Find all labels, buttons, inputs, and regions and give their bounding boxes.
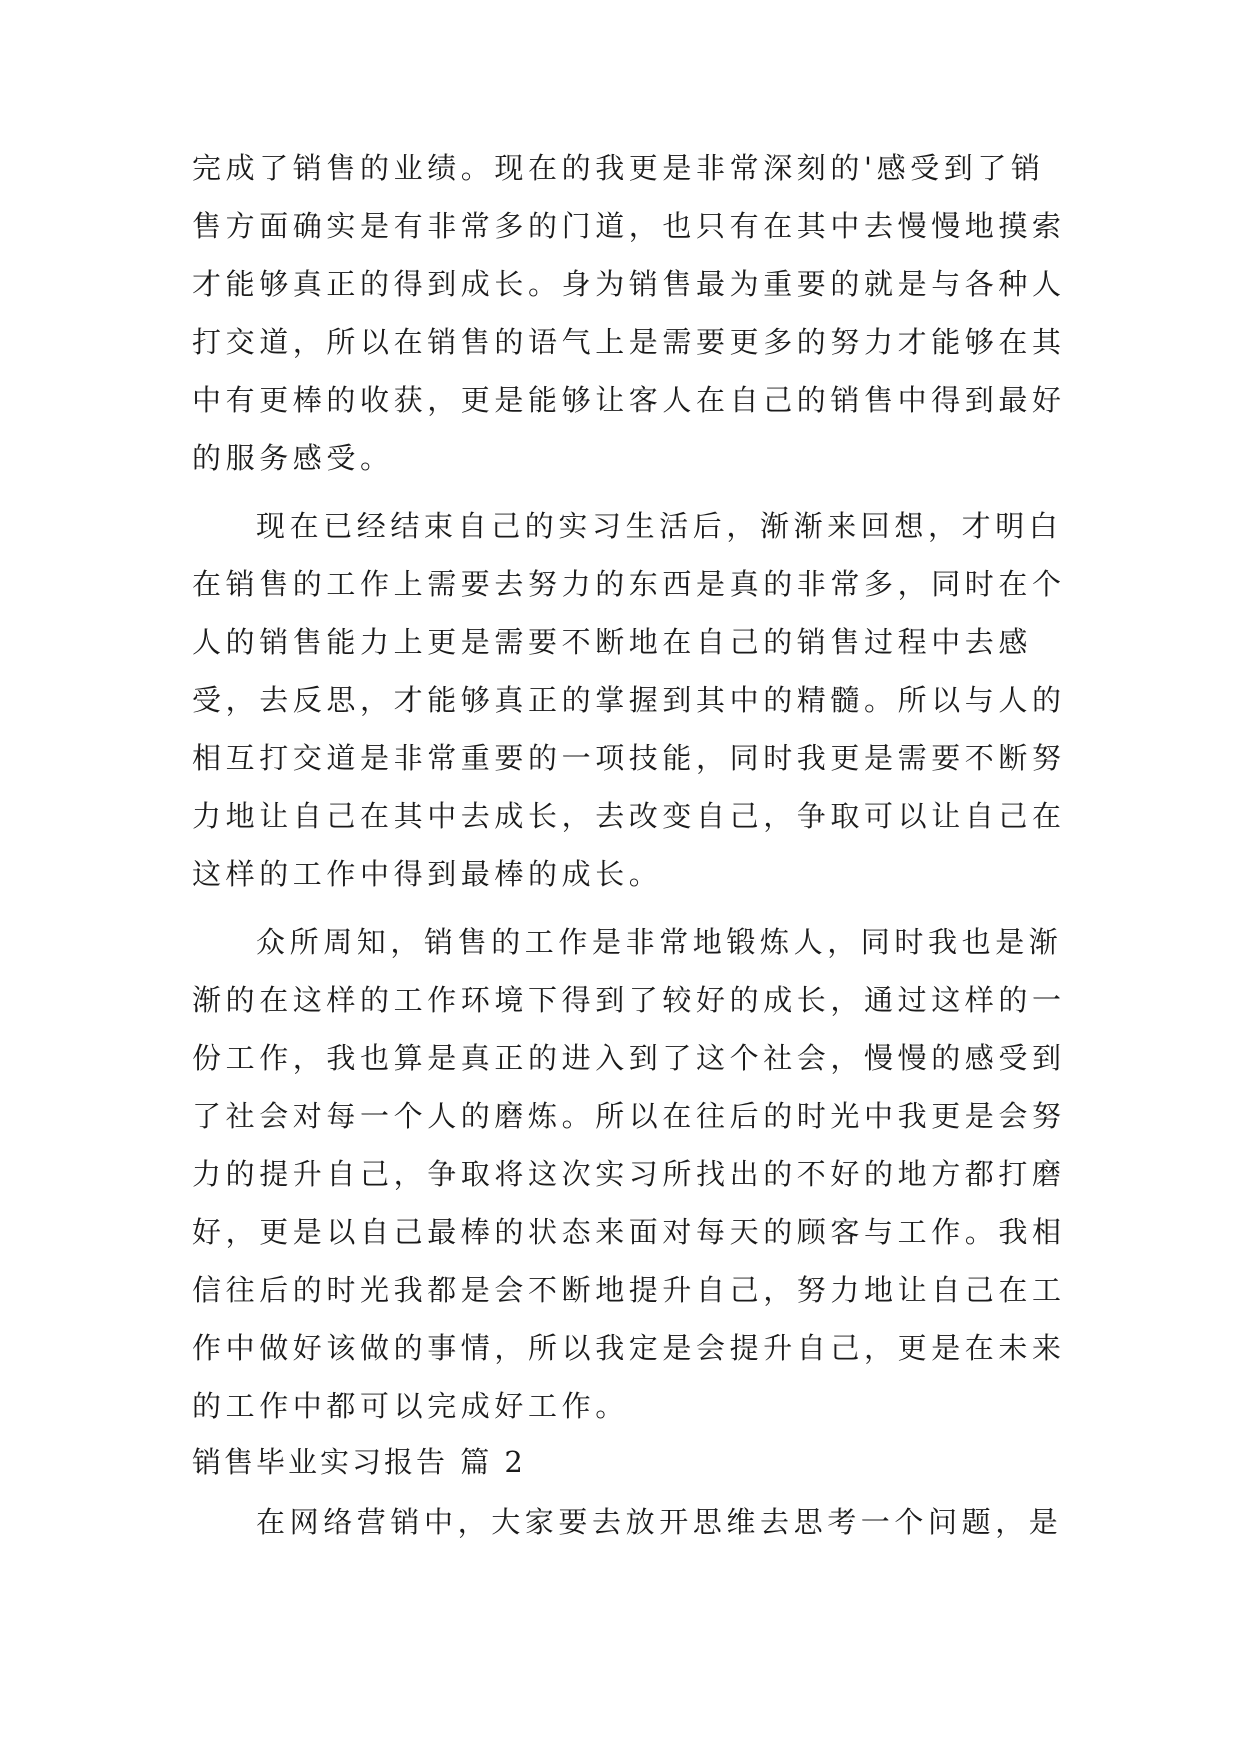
text-line: 了社会对每一个人的磨炼。所以在往后的时光中我更是会努 xyxy=(192,1099,1066,1133)
text-line: 人的销售能力上更是需要不断地在自己的销售过程中去感 xyxy=(192,625,1033,659)
text-line: 好，更是以自己最棒的状态来面对每天的顾客与工作。我相 xyxy=(192,1215,1066,1249)
paragraph-first-line: 众所周知，销售的工作是非常地锻炼人，同时我也是渐 xyxy=(256,925,1063,959)
text-line: 份工作，我也算是真正的进入到了这个社会，慢慢的感受到 xyxy=(192,1041,1066,1075)
text-line: 的工作中都可以完成好工作。 xyxy=(192,1389,629,1423)
text-line: 力地让自己在其中去成长，去改变自己，争取可以让自己在 xyxy=(192,799,1066,833)
text-line: 售方面确实是有非常多的门道，也只有在其中去慢慢地摸索 xyxy=(192,209,1066,243)
text-line: 受，去反思，才能够真正的掌握到其中的精髓。所以与人的 xyxy=(192,683,1066,717)
text-line: 中有更棒的收获，更是能够让客人在自己的销售中得到最好 xyxy=(192,383,1066,417)
text-line: 渐的在这样的工作环境下得到了较好的成长，通过这样的一 xyxy=(192,983,1066,1017)
text-line: 在销售的工作上需要去努力的东西是真的非常多，同时在个 xyxy=(192,567,1066,601)
text-line: 信往后的时光我都是会不断地提升自己，努力地让自己在工 xyxy=(192,1273,1066,1307)
text-line: 相互打交道是非常重要的一项技能，同时我更是需要不断努 xyxy=(192,741,1066,775)
paragraph-first-line: 在网络营销中，大家要去放开思维去思考一个问题，是 xyxy=(256,1505,1063,1539)
text-line: 完成了销售的业绩。现在的我更是非常深刻的'感受到了销 xyxy=(192,151,1045,185)
text-line: 的服务感受。 xyxy=(192,441,394,475)
text-line: 打交道，所以在销售的语气上是需要更多的努力才能够在其 xyxy=(192,325,1066,359)
text-line: 力的提升自己，争取将这次实习所找出的不好的地方都打磨 xyxy=(192,1157,1066,1191)
text-line: 这样的工作中得到最棒的成长。 xyxy=(192,857,663,891)
text-line: 作中做好该做的事情，所以我定是会提升自己，更是在未来 xyxy=(192,1331,1066,1365)
paragraph-first-line: 现在已经结束自己的实习生活后，渐渐来回想，才明白 xyxy=(256,509,1063,543)
section-heading: 销售毕业实习报告 篇 2 xyxy=(192,1445,526,1479)
text-line: 才能够真正的得到成长。身为销售最为重要的就是与各种人 xyxy=(192,267,1066,301)
